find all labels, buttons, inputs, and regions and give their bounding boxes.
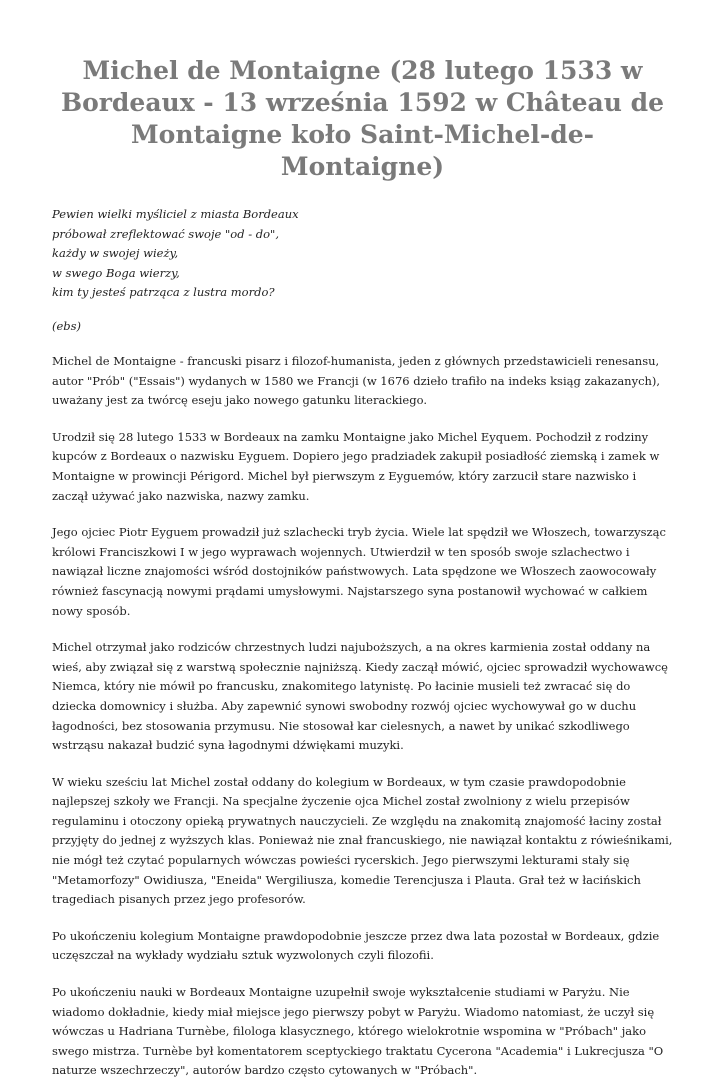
paragraph-after-college: Po ukończeniu kolegium Montaigne prawdopodobnie jeszcze przez dwa lata pozostał w Bordeaux, gdzie uczęszczał na wykłady wydziału sztuk wyzwolonych czyli filozofii. [52, 928, 660, 963]
poem-signature: (ebs) [52, 318, 82, 333]
paragraph-upbringing: Michel otrzymał jako rodziców chrzestnych ludzi najuboższych, a na okres karmienia został oddany na wieś, aby związał się z warstwą społecznie najniższą. Kiedy zaczął mówić, ojciec sprowadził wychowawcę Niemca, który nie mówił po francusku, znakomitego latynistę. Po łacinie musieli też zwracać się do dziecka domownicy i służba. Aby zapewnić synowi swobodny rozwój ojciec wychowywał go w duchu łagodności, bez stosowania przymusu. Nie stosował kar cielesnych, a nawet by unikać szkodliwego wstrząsu nakazał budzić syna łagodnymi dźwiękami muzyki. [52, 640, 668, 753]
page-title: Michel de Montaigne (28 lutego 1533 w Bordeaux - 13 września 1592 w Château de Montaigne koło Saint-Michel-de-Montaigne) [60, 56, 665, 181]
paragraph-paris: Po ukończeniu nauki w Bordeaux Montaigne uzupełnił swoje wykształcenie studiami w Paryżu. Nie wiadomo dokładnie, kiedy miał miejsce jego pierwszy pobyt w Paryżu. Wiadomo natomiast, że uczył się wówczas u Hadriana Turnèbe, filologa klasycznego, którego wielokrotnie wspomina w "Próbach" jako swego mistrza. Turnèbe był komentatorem sceptyckiego traktatu Cycerona "Academia" i Lukrecjusza "O naturze wszechrzeczy", autorów bardzo często cytowanych w "Próbach". [52, 985, 664, 1078]
poem-line: kim ty jesteś patrząca z lustra mordo? [52, 285, 275, 299]
paragraph-intro: Michel de Montaigne - francuski pisarz i filozof-humanista, jeden z głównych przedstawicieli renesansu, autor "Prób" ("Essais") wydanych w 1580 we Francji (w 1676 dzieło trafiło na indeks ksiąg zakazanych), uważany jest za twórcę eseju jako nowego gatunku literackiego. [52, 354, 661, 408]
paragraph-college: W wieku sześciu lat Michel został oddany do kolegium w Bordeaux, w tym czasie prawdopodobnie najlepszej szkoły we Francji. Na specjalne życzenie ojca Michel został zwolniony z wielu przepisów regulaminu i otoczony opieką prywatnych nauczycieli. Ze względu na znakomitą znajomość łaciny został przyjęty do jednej z wyższych klas. Ponieważ nie znał francuskiego, nie nawiązał kontaktu z rówieśnikami, nie mógł też czytać popularnych wówczas powieści rycerskich. Jego pierwszymi lekturami stały się "Metamorfozy" Owidiusza, "Eneida" Wergiliusza, komedie Terencjusza i Plauta. Grał też w łacińskich tragediach pisanych przez jego profesorów. [52, 774, 673, 907]
epigraph-poem [52, 205, 673, 303]
paragraph-father: Jego ojciec Piotr Eyguem prowadził już szlachecki tryb życia. Wiele lat spędził we Włoszech, towarzysząc królowi Franciszkowi I w jego wyprawach wojennych. Utwierdził w ten sposób swoje szlachectwo i nawiązał liczne znajomości wśród dostojników państwowych. Lata spędzone we Włoszech zaowocowały również fascynacją nowymi prądami umysłowymi. Najstarszego syna postanowił wychować w całkiem nowy sposób. [52, 525, 666, 618]
paragraph-birth: Urodził się 28 lutego 1533 w Bordeaux na zamku Montaigne jako Michel Eyquem. Pochodził z rodziny kupców z Bordeaux o nazwisku Eyguem. Dopiero jego pradziadek zakupił posiadłość ziemską i zamek w Montaigne w prowincji Périgord. Michel był pierwszym z Eyguemów, który zarzucił stare nazwisko i zaczął używać jako nazwiska, nazwy zamku. [52, 429, 660, 503]
poem-line: próbował zreflektować swoje "od - do", [52, 226, 279, 241]
poem-line: Pewien wielki myśliciel z miasta Bordeaux [52, 207, 299, 221]
poem-line: każdy w swojej wieży, [52, 246, 179, 260]
poem-line: w swego Boga wierzy, [52, 265, 180, 280]
